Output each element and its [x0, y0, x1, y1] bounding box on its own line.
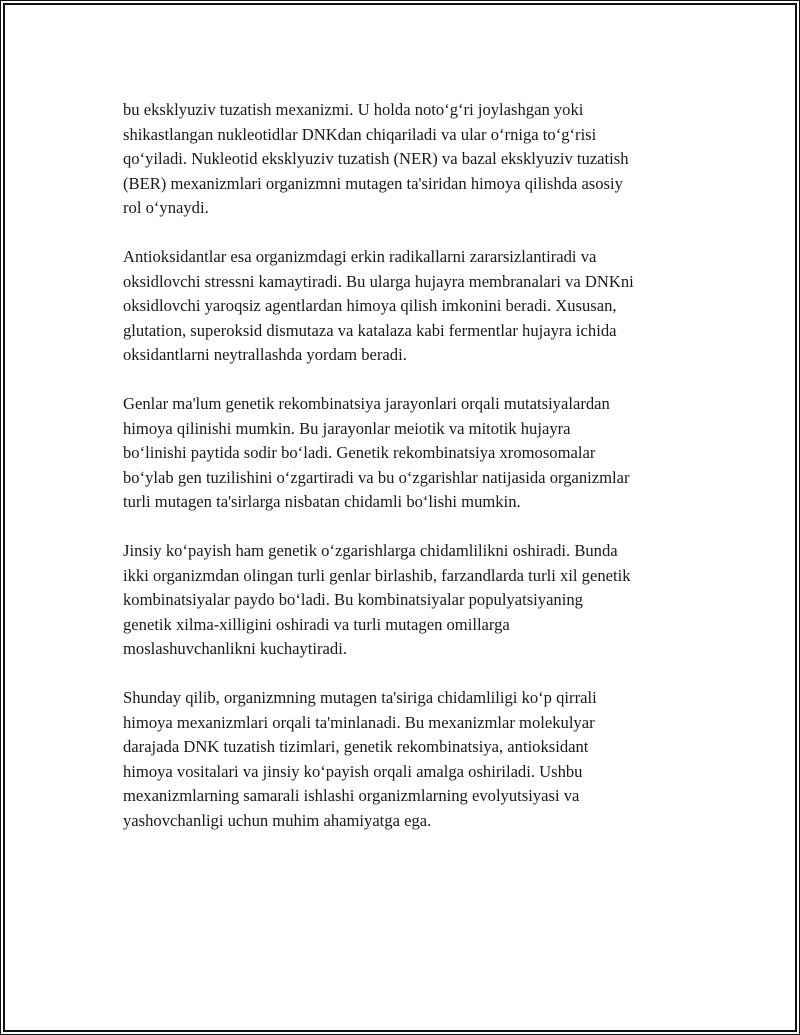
- paragraph-1: [123, 98, 693, 221]
- text-line: qo‘yiladi. Nukleotid eksklyuziv tuzatish (NER) va bazal eksklyuziv tuzatish: [123, 149, 629, 168]
- document-body: [123, 98, 693, 858]
- paragraph-3: [123, 392, 693, 515]
- text-line: mexanizmlarning samarali ishlashi organizmlarning evolyutsiyasi va: [123, 786, 580, 805]
- text-line: oksidlovchi yaroqsiz agentlardan himoya qilish imkonini beradi. Xususan,: [123, 296, 617, 315]
- text-line: Shunday qilib, organizmning mutagen ta'siriga chidamliligi ko‘p qirrali: [123, 688, 597, 707]
- text-line: himoya qilinishi mumkin. Bu jarayonlar meiotik va mitotik hujayra: [123, 418, 571, 438]
- text-line: ikki organizmdan olingan turli genlar birlashib, farzandlarda turli xil genetik: [123, 565, 631, 585]
- text-line: darajada DNK tuzatish tizimlari, genetik rekombinatsiya, antioksidant: [123, 737, 589, 756]
- text-line: moslashuvchanlikni kuchaytiradi.: [123, 639, 347, 658]
- text-line: Jinsiy ko‘payish ham genetik o‘zgarishlarga chidamlilikni oshiradi. Bunda: [123, 541, 618, 560]
- text-line: oksidantlarni neytrallashda yordam beradi.: [123, 345, 407, 364]
- text-line: Antioksidantlar esa organizmdagi erkin radikallarni zararsizlantiradi va: [123, 247, 597, 266]
- text-line: Genlar ma'lum genetik rekombinatsiya jarayonlari orqali mutatsiyalardan: [123, 394, 610, 413]
- text-line: glutation, superoksid dismutaza va katalaza kabi fermentlar hujayra ichida: [123, 320, 617, 340]
- text-line: himoya vositalari va jinsiy ko‘payish orqali amalga oshiriladi. Ushbu: [123, 761, 583, 781]
- text-line: rol o‘ynaydi.: [123, 198, 209, 217]
- text-line: bo‘linishi paytida sodir bo‘ladi. Genetik rekombinatsiya xromosomalar: [123, 443, 596, 462]
- text-line: kombinatsiyalar paydo bo‘ladi. Bu kombinatsiyalar populyatsiyaning: [123, 590, 583, 609]
- text-line: himoya mexanizmlari orqali ta'minlanadi. Bu mexanizmlar molekulyar: [123, 712, 595, 732]
- text-line: bo‘ylab gen tuzilishini o‘zgartiradi va bu o‘zgarishlar natijasida organizmlar: [123, 467, 630, 487]
- text-line: turli mutagen ta'sirlarga nisbatan chidamli bo‘lishi mumkin.: [123, 492, 521, 511]
- text-line: oksidlovchi stressni kamaytiradi. Bu ularga hujayra membranalari va DNKni: [123, 271, 634, 291]
- text-line: (BER) mexanizmlari organizmni mutagen ta'siridan himoya qilishda asosiy: [123, 173, 623, 193]
- page-frame: [3, 3, 797, 1032]
- text-line: genetik xilma-xilligini oshiradi va turli mutagen omillarga: [123, 614, 510, 634]
- text-line: shikastlangan nukleotidlar DNKdan chiqariladi va ular o‘rniga to‘g‘risi: [123, 124, 597, 144]
- text-line: bu eksklyuziv tuzatish mexanizmi. U holda noto‘g‘ri joylashgan yoki: [123, 100, 584, 119]
- paragraph-2: [123, 245, 693, 368]
- paragraph-4: [123, 539, 693, 662]
- paragraph-5: [123, 686, 693, 833]
- text-line: yashovchanligi uchun muhim ahamiyatga ega.: [123, 810, 432, 830]
